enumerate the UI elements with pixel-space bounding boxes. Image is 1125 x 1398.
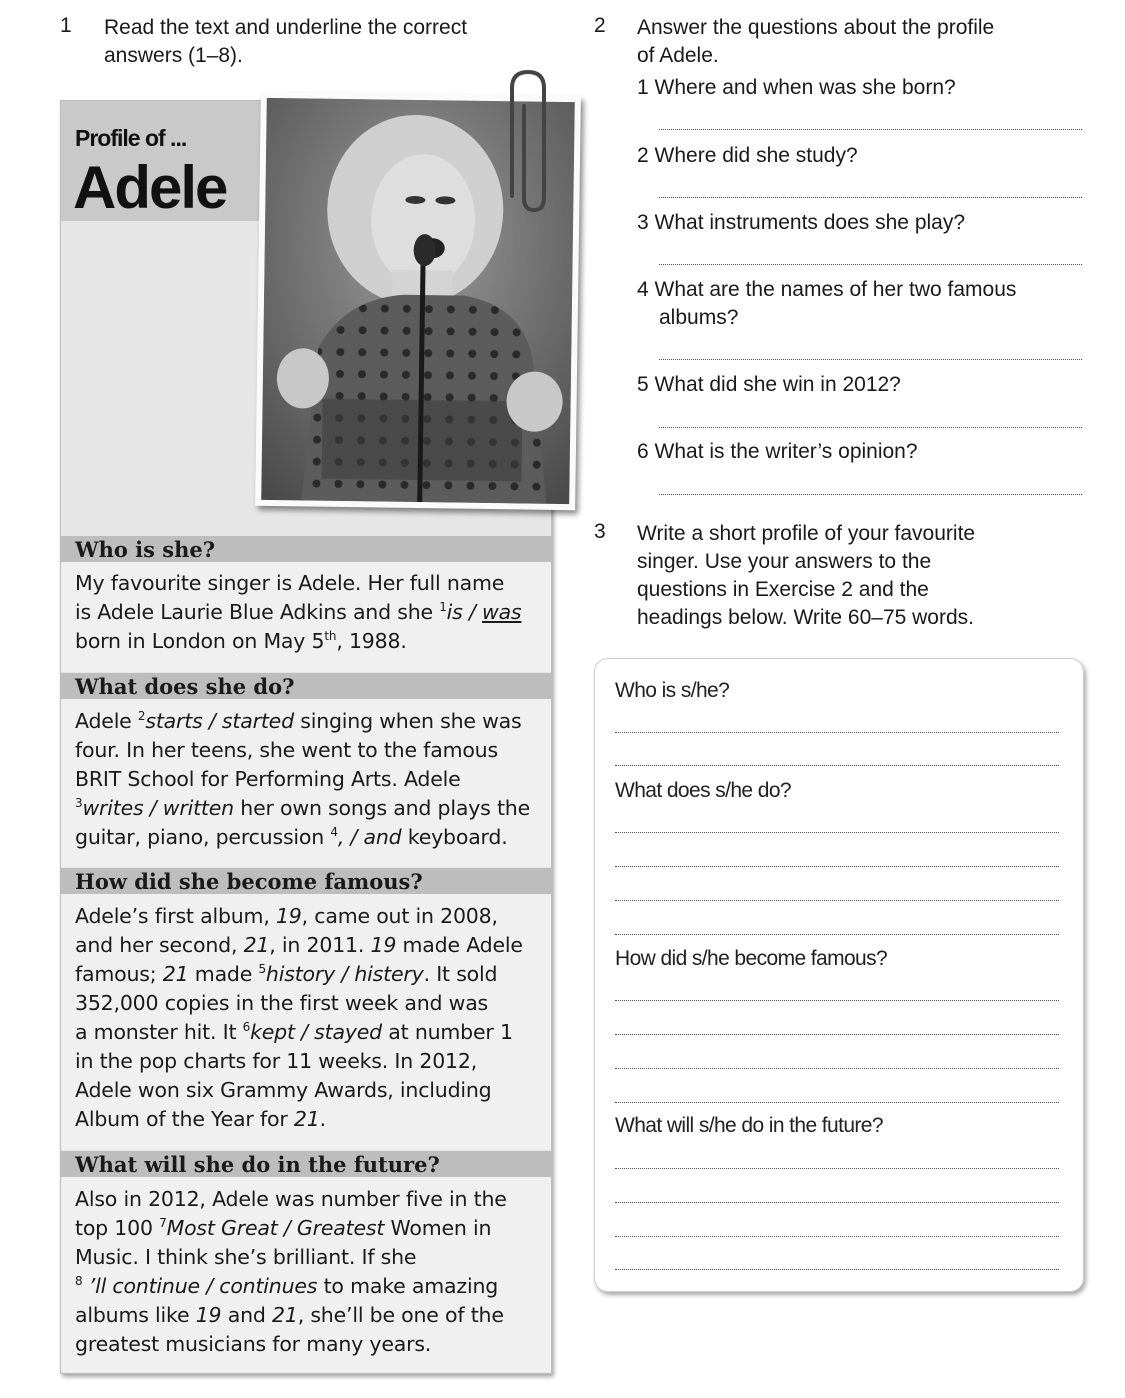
- section-heading-what: What does she do?: [61, 673, 551, 699]
- exercise2-number: 2: [594, 14, 606, 37]
- profile-name: Adele: [73, 154, 227, 221]
- paragraph-what: Adele $^2$starts / started singing when she was four. In her teens, she went to the famous BRIT School for Performing Arts. Adele $^3$writes / written her own songs and plays the guitar, piano, percussion $^4$, / and keyboard.: [75, 709, 531, 849]
- question-2: 2 Where did she study?: [637, 144, 858, 167]
- question-5: 5 What did she win in 2012?: [637, 373, 901, 396]
- writing-line[interactable]: [615, 900, 1059, 901]
- profile-header: [61, 101, 271, 221]
- writing-line[interactable]: [615, 765, 1059, 766]
- writing-line[interactable]: [615, 832, 1059, 833]
- exercise2-instruction: [637, 14, 994, 70]
- section-heading-famous: How did she become famous?: [61, 868, 551, 894]
- exercise1-instruction-line: Read the text and underline the correct: [104, 16, 468, 39]
- exercise2-instruction-line: Answer the questions about the profile: [637, 16, 995, 39]
- paperclip-icon: [498, 66, 558, 216]
- writing-line[interactable]: [615, 732, 1059, 733]
- writing-line[interactable]: [615, 866, 1059, 867]
- answer-line[interactable]: [659, 197, 1082, 198]
- answer-line[interactable]: [659, 494, 1082, 495]
- answer-option[interactable]: history / histery: [265, 962, 424, 986]
- exercise3-number: 3: [594, 520, 606, 543]
- answer-line[interactable]: [659, 129, 1082, 130]
- writing-line[interactable]: [615, 1068, 1059, 1069]
- writing-line[interactable]: [615, 1000, 1059, 1001]
- question-1: 1 Where and when was she born?: [637, 76, 956, 99]
- answer-line[interactable]: [659, 359, 1082, 360]
- section-heading-future: What will she do in the future?: [61, 1151, 551, 1177]
- exercise3-instruction: [637, 520, 975, 632]
- writing-line[interactable]: [615, 1202, 1059, 1203]
- answer-option[interactable]: , / and: [337, 825, 402, 849]
- question-4: 4 What are the names of her two famous albums?: [637, 278, 1017, 329]
- writing-line[interactable]: [615, 1236, 1059, 1237]
- answer-line[interactable]: [659, 264, 1082, 265]
- paragraph-famous: Adele’s first album, 19, came out in 2008, and her second, 21, in 2011. 19 made Adele famous; 21 made $^5$history / histery. It sold 352,000 copies in the first week and was a monster hit. It $^6$kept / stayed at number 1 in the pop charts for 11 weeks. In 2012, Adele won six Grammy Awards, including Album of the Year for 21.: [75, 904, 523, 1131]
- paragraph-who: My favourite singer is Adele. Her full name is Adele Laurie Blue Adkins and she $^1$is / was born in London on May 5th, 1988.: [75, 571, 522, 653]
- answer-option-underlined[interactable]: was: [482, 600, 522, 624]
- answer-option[interactable]: starts / started: [145, 709, 294, 733]
- writing-heading: What will s/he do in the future?: [615, 1114, 883, 1137]
- section-heading-who: Who is she?: [61, 536, 551, 562]
- writing-heading: How did s/he become famous?: [615, 947, 888, 970]
- writing-line[interactable]: [615, 1102, 1059, 1103]
- writing-line[interactable]: [615, 1034, 1059, 1035]
- writing-box: [594, 658, 1084, 1292]
- answer-line[interactable]: [659, 427, 1082, 428]
- exercise3-instruction-line: singer. Use your answers to the: [637, 550, 932, 573]
- exercise3-instruction-line: headings below. Write 60–75 words.: [637, 606, 974, 629]
- writing-heading: Who is s/he?: [615, 679, 730, 702]
- exercise1-instruction: [104, 14, 467, 70]
- writing-line[interactable]: [615, 1269, 1059, 1270]
- profile-label: Profile of ...: [75, 125, 187, 151]
- exercise1-instruction-line: answers (1–8).: [104, 44, 243, 67]
- answer-option[interactable]: kept / stayed: [250, 1020, 382, 1044]
- exercise1-number: 1: [60, 14, 72, 37]
- question-6: 6 What is the writer’s opinion?: [637, 440, 918, 463]
- exercise3-instruction-line: Write a short profile of your favourite: [637, 522, 976, 545]
- writing-line[interactable]: [615, 934, 1059, 935]
- paragraph-future: Also in 2012, Adele was number five in the top 100 $^7$Most Great / Greatest Women in Music. I think she’s brilliant. If she $^8$ ’ll continue / continues to make amazing albums like 19 and 21, she’ll be one of the greatest musicians for many years.: [75, 1187, 507, 1356]
- answer-option[interactable]: ’ll continue / continues: [82, 1274, 318, 1298]
- writing-line[interactable]: [615, 1168, 1059, 1169]
- writing-heading: What does s/he do?: [615, 779, 791, 802]
- exercise3-instruction-line: questions in Exercise 2 and the: [637, 578, 929, 601]
- exercise2-instruction-line: of Adele.: [637, 44, 719, 67]
- answer-option[interactable]: Most Great / Greatest: [166, 1216, 385, 1240]
- question-3: 3 What instruments does she play?: [637, 211, 966, 234]
- answer-option[interactable]: writes / written: [82, 796, 234, 820]
